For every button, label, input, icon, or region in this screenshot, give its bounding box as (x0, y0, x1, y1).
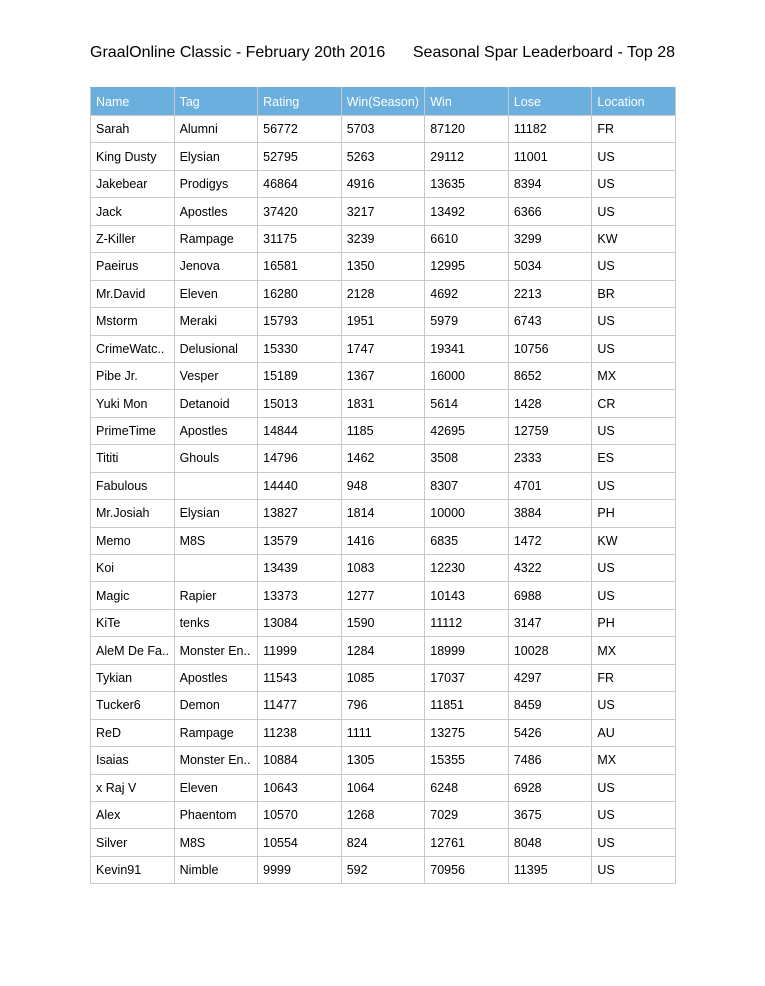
win-season-cell: 592 (341, 856, 425, 883)
lose-cell: 3299 (508, 225, 592, 252)
location-cell: FR (592, 116, 676, 143)
win-cell: 12230 (425, 555, 509, 582)
win-cell: 13492 (425, 198, 509, 225)
tag-cell: Delusional (174, 335, 258, 362)
location-cell: US (592, 143, 676, 170)
win-cell: 5979 (425, 308, 509, 335)
tag-cell: Jenova (174, 253, 258, 280)
location-cell: US (592, 308, 676, 335)
lose-cell: 7486 (508, 747, 592, 774)
tag-cell: Apostles (174, 417, 258, 444)
lose-cell: 1428 (508, 390, 592, 417)
rating-cell: 15189 (258, 362, 342, 389)
column-header-lose: Lose (508, 88, 592, 116)
win-season-cell: 5263 (341, 143, 425, 170)
tag-cell: Alumni (174, 116, 258, 143)
win-season-cell: 1416 (341, 527, 425, 554)
table-row (91, 472, 676, 499)
win-cell: 8307 (425, 472, 509, 499)
location-cell: KW (592, 527, 676, 554)
rating-cell: 13084 (258, 609, 342, 636)
location-cell: US (592, 417, 676, 444)
location-cell: US (592, 335, 676, 362)
name-cell: Memo (91, 527, 175, 554)
win-season-cell: 1367 (341, 362, 425, 389)
lose-cell: 11182 (508, 116, 592, 143)
location-cell: FR (592, 664, 676, 691)
location-cell: US (592, 555, 676, 582)
table-body (91, 116, 676, 884)
rating-cell: 46864 (258, 170, 342, 197)
name-cell: Tititi (91, 445, 175, 472)
win-cell: 11112 (425, 609, 509, 636)
win-season-cell: 2128 (341, 280, 425, 307)
rating-cell: 10570 (258, 801, 342, 828)
lose-cell: 5426 (508, 719, 592, 746)
win-cell: 17037 (425, 664, 509, 691)
location-cell: MX (592, 747, 676, 774)
location-cell: MX (592, 362, 676, 389)
table-row (91, 747, 676, 774)
rating-cell: 13827 (258, 500, 342, 527)
name-cell: CrimeWatc.. (91, 335, 175, 362)
table-row (91, 308, 676, 335)
location-cell: PH (592, 609, 676, 636)
win-cell: 42695 (425, 417, 509, 444)
lose-cell: 11001 (508, 143, 592, 170)
rating-cell: 9999 (258, 856, 342, 883)
tag-cell: Rampage (174, 719, 258, 746)
table-header (91, 88, 676, 116)
table-row (91, 143, 676, 170)
name-cell: Jakebear (91, 170, 175, 197)
table-row (91, 719, 676, 746)
tag-cell: Eleven (174, 280, 258, 307)
table-row (91, 198, 676, 225)
rating-cell: 14796 (258, 445, 342, 472)
column-header-location: Location (592, 88, 676, 116)
win-cell: 10000 (425, 500, 509, 527)
tag-cell: Nimble (174, 856, 258, 883)
win-season-cell: 1590 (341, 609, 425, 636)
table-row (91, 609, 676, 636)
tag-cell: M8S (174, 527, 258, 554)
table-row (91, 527, 676, 554)
table-row (91, 362, 676, 389)
name-cell: x Raj V (91, 774, 175, 801)
location-cell: US (592, 472, 676, 499)
win-season-cell: 1462 (341, 445, 425, 472)
tag-cell: Monster En.. (174, 747, 258, 774)
name-cell: Alex (91, 801, 175, 828)
win-cell: 13635 (425, 170, 509, 197)
name-cell: PrimeTime (91, 417, 175, 444)
name-cell: Jack (91, 198, 175, 225)
name-cell: Paeirus (91, 253, 175, 280)
win-cell: 5614 (425, 390, 509, 417)
win-cell: 7029 (425, 801, 509, 828)
lose-cell: 6366 (508, 198, 592, 225)
rating-cell: 11543 (258, 664, 342, 691)
win-cell: 10143 (425, 582, 509, 609)
location-cell: ES (592, 445, 676, 472)
tag-cell (174, 555, 258, 582)
win-season-cell: 5703 (341, 116, 425, 143)
table-row (91, 829, 676, 856)
rating-cell: 11477 (258, 692, 342, 719)
rating-cell: 10643 (258, 774, 342, 801)
lose-cell: 12759 (508, 417, 592, 444)
rating-cell: 56772 (258, 116, 342, 143)
document-title: GraalOnline Classic - February 20th 2016 (90, 44, 386, 61)
rating-cell: 11238 (258, 719, 342, 746)
column-header-win: Win (425, 88, 509, 116)
lose-cell: 4297 (508, 664, 592, 691)
win-season-cell: 1831 (341, 390, 425, 417)
lose-cell: 6743 (508, 308, 592, 335)
lose-cell: 2333 (508, 445, 592, 472)
location-cell: US (592, 253, 676, 280)
win-cell: 11851 (425, 692, 509, 719)
location-cell: US (592, 198, 676, 225)
win-cell: 3508 (425, 445, 509, 472)
tag-cell: Vesper (174, 362, 258, 389)
win-cell: 6610 (425, 225, 509, 252)
lose-cell: 8394 (508, 170, 592, 197)
table-row (91, 801, 676, 828)
win-cell: 6248 (425, 774, 509, 801)
location-cell: US (592, 829, 676, 856)
table-row (91, 774, 676, 801)
rating-cell: 16280 (258, 280, 342, 307)
win-season-cell: 824 (341, 829, 425, 856)
name-cell: Fabulous (91, 472, 175, 499)
win-season-cell: 1747 (341, 335, 425, 362)
win-season-cell: 1350 (341, 253, 425, 280)
rating-cell: 16581 (258, 253, 342, 280)
tag-cell: Elysian (174, 143, 258, 170)
location-cell: PH (592, 500, 676, 527)
name-cell: Kevin91 (91, 856, 175, 883)
win-season-cell: 1277 (341, 582, 425, 609)
name-cell: Koi (91, 555, 175, 582)
lose-cell: 10756 (508, 335, 592, 362)
rating-cell: 13439 (258, 555, 342, 582)
win-cell: 15355 (425, 747, 509, 774)
location-cell: US (592, 774, 676, 801)
lose-cell: 4701 (508, 472, 592, 499)
win-cell: 29112 (425, 143, 509, 170)
rating-cell: 11999 (258, 637, 342, 664)
win-season-cell: 1305 (341, 747, 425, 774)
location-cell: MX (592, 637, 676, 664)
win-season-cell: 1814 (341, 500, 425, 527)
name-cell: Z-Killer (91, 225, 175, 252)
table-row (91, 253, 676, 280)
win-season-cell: 4916 (341, 170, 425, 197)
name-cell: Mr.Josiah (91, 500, 175, 527)
lose-cell: 4322 (508, 555, 592, 582)
rating-cell: 15013 (258, 390, 342, 417)
table-row (91, 116, 676, 143)
table-row (91, 280, 676, 307)
name-cell: Magic (91, 582, 175, 609)
tag-cell: Prodigys (174, 170, 258, 197)
lose-cell: 3884 (508, 500, 592, 527)
lose-cell: 1472 (508, 527, 592, 554)
win-cell: 4692 (425, 280, 509, 307)
rating-cell: 13579 (258, 527, 342, 554)
name-cell: Mr.David (91, 280, 175, 307)
column-header-tag: Tag (174, 88, 258, 116)
lose-cell: 6928 (508, 774, 592, 801)
tag-cell: Apostles (174, 664, 258, 691)
win-season-cell: 1085 (341, 664, 425, 691)
lose-cell: 11395 (508, 856, 592, 883)
rating-cell: 14440 (258, 472, 342, 499)
tag-cell: Elysian (174, 500, 258, 527)
table-row (91, 417, 676, 444)
win-season-cell: 1083 (341, 555, 425, 582)
rating-cell: 10884 (258, 747, 342, 774)
tag-cell (174, 472, 258, 499)
table-row (91, 582, 676, 609)
win-season-cell: 1111 (341, 719, 425, 746)
win-season-cell: 796 (341, 692, 425, 719)
location-cell: CR (592, 390, 676, 417)
table-row (91, 637, 676, 664)
tag-cell: Monster En.. (174, 637, 258, 664)
header-row (91, 88, 676, 116)
lose-cell: 6988 (508, 582, 592, 609)
tag-cell: M8S (174, 829, 258, 856)
table-row (91, 225, 676, 252)
win-cell: 12995 (425, 253, 509, 280)
table-row (91, 664, 676, 691)
rating-cell: 15793 (258, 308, 342, 335)
location-cell: AU (592, 719, 676, 746)
name-cell: Isaias (91, 747, 175, 774)
rating-cell: 10554 (258, 829, 342, 856)
location-cell: US (592, 582, 676, 609)
lose-cell: 8048 (508, 829, 592, 856)
tag-cell: Rapier (174, 582, 258, 609)
name-cell: Yuki Mon (91, 390, 175, 417)
tag-cell: Eleven (174, 774, 258, 801)
win-cell: 13275 (425, 719, 509, 746)
lose-cell: 3675 (508, 801, 592, 828)
table-row (91, 500, 676, 527)
lose-cell: 5034 (508, 253, 592, 280)
win-season-cell: 3217 (341, 198, 425, 225)
tag-cell: Rampage (174, 225, 258, 252)
table-row (91, 170, 676, 197)
name-cell: King Dusty (91, 143, 175, 170)
lose-cell: 8652 (508, 362, 592, 389)
page-header (90, 42, 675, 64)
location-cell: US (592, 801, 676, 828)
lose-cell: 10028 (508, 637, 592, 664)
win-season-cell: 3239 (341, 225, 425, 252)
location-cell: KW (592, 225, 676, 252)
lose-cell: 3147 (508, 609, 592, 636)
table-row (91, 335, 676, 362)
win-season-cell: 1185 (341, 417, 425, 444)
rating-cell: 52795 (258, 143, 342, 170)
table-row (91, 856, 676, 883)
win-season-cell: 1268 (341, 801, 425, 828)
leaderboard-title: Seasonal Spar Leaderboard - Top 28 (412, 44, 675, 61)
column-header-name: Name (91, 88, 175, 116)
table-row (91, 555, 676, 582)
win-season-cell: 1951 (341, 308, 425, 335)
tag-cell: Meraki (174, 308, 258, 335)
name-cell: Sarah (91, 116, 175, 143)
tag-cell: Detanoid (174, 390, 258, 417)
tag-cell: Apostles (174, 198, 258, 225)
rating-cell: 37420 (258, 198, 342, 225)
table-row (91, 390, 676, 417)
win-cell: 16000 (425, 362, 509, 389)
leaderboard-table (90, 87, 676, 884)
name-cell: AleM De Fa.. (91, 637, 175, 664)
lose-cell: 2213 (508, 280, 592, 307)
name-cell: Pibe Jr. (91, 362, 175, 389)
rating-cell: 31175 (258, 225, 342, 252)
location-cell: US (592, 856, 676, 883)
lose-cell: 8459 (508, 692, 592, 719)
table-row (91, 692, 676, 719)
win-cell: 12761 (425, 829, 509, 856)
name-cell: Mstorm (91, 308, 175, 335)
table-row (91, 445, 676, 472)
column-header-win-season: Win(Season) (341, 88, 425, 116)
location-cell: BR (592, 280, 676, 307)
win-season-cell: 1064 (341, 774, 425, 801)
location-cell: US (592, 170, 676, 197)
win-cell: 18999 (425, 637, 509, 664)
tag-cell: tenks (174, 609, 258, 636)
column-header-rating: Rating (258, 88, 342, 116)
rating-cell: 14844 (258, 417, 342, 444)
win-season-cell: 948 (341, 472, 425, 499)
name-cell: KiTe (91, 609, 175, 636)
tag-cell: Demon (174, 692, 258, 719)
win-cell: 70956 (425, 856, 509, 883)
location-cell: US (592, 692, 676, 719)
tag-cell: Phaentom (174, 801, 258, 828)
win-cell: 6835 (425, 527, 509, 554)
name-cell: Tucker6 (91, 692, 175, 719)
name-cell: Tykian (91, 664, 175, 691)
rating-cell: 13373 (258, 582, 342, 609)
tag-cell: Ghouls (174, 445, 258, 472)
win-season-cell: 1284 (341, 637, 425, 664)
win-cell: 19341 (425, 335, 509, 362)
name-cell: Silver (91, 829, 175, 856)
win-cell: 87120 (425, 116, 509, 143)
name-cell: ReD (91, 719, 175, 746)
rating-cell: 15330 (258, 335, 342, 362)
